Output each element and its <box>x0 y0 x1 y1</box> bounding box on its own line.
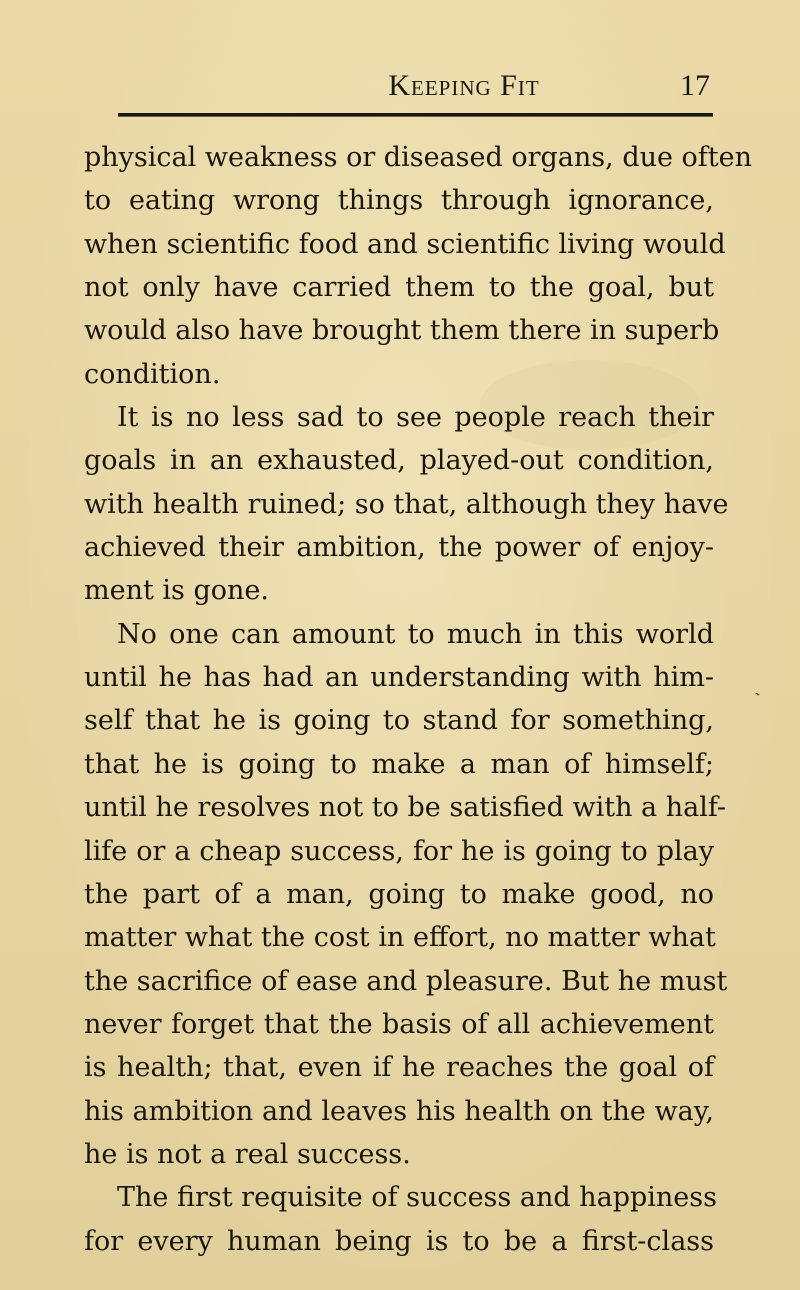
text-line: the sacrifice of ease and pleasure. But he must <box>84 965 728 997</box>
paragraph-start-line: No one can amount to much in this world <box>117 618 714 650</box>
text-line: life or a cheap success, for he is going to play <box>84 835 714 867</box>
text-line: matter what the cost in effort, no matter what <box>84 922 716 954</box>
text-line: until he has had an understanding with him- <box>84 662 714 694</box>
text-line: self that he is going to stand for something, <box>84 705 714 737</box>
text-line: is health; that, even if he reaches the goal of <box>84 1052 714 1084</box>
text-line: his ambition and leaves his health on the way, <box>84 1095 714 1127</box>
text-line: that he is going to make a man of himself; <box>84 748 714 780</box>
text-line: until he resolves not to be satisfied with a half- <box>84 792 727 824</box>
page-number: 17 <box>680 69 710 102</box>
page-header <box>84 66 714 110</box>
body-text <box>84 136 753 1263</box>
text-line: never forget that the basis of all achievement <box>84 1008 714 1040</box>
header-rule <box>118 113 713 117</box>
text-line: when scientific food and scientific living would <box>84 228 726 260</box>
text-line: goals in an exhausted, played-out condition, <box>84 445 714 477</box>
text-line: the part of a man, going to make good, no <box>84 878 714 910</box>
text-line: he is not a real success. <box>84 1138 411 1170</box>
text-line: would also have brought them there in superb <box>84 315 720 347</box>
text-line: condition. <box>84 358 221 390</box>
running-title: Keeping Fit <box>388 69 540 102</box>
text-line: with health ruined; so that, although they have <box>84 488 729 520</box>
text-line: to eating wrong things through ignorance, <box>84 185 714 217</box>
text-line: physical weakness or diseased organs, due often <box>84 142 753 173</box>
text-line: for every human being is to be a first-class <box>84 1225 714 1257</box>
text-line: achieved their ambition, the power of enjoy- <box>84 532 714 564</box>
margin-pencil-mark: ˜ <box>749 690 762 706</box>
text-line: not only have carried them to the goal, but <box>84 272 714 304</box>
paragraph-start-line: It is no less sad to see people reach their <box>117 402 714 434</box>
paragraph-start-line: The first requisite of success and happiness <box>117 1182 717 1214</box>
text-line: ment is gone. <box>84 575 269 607</box>
